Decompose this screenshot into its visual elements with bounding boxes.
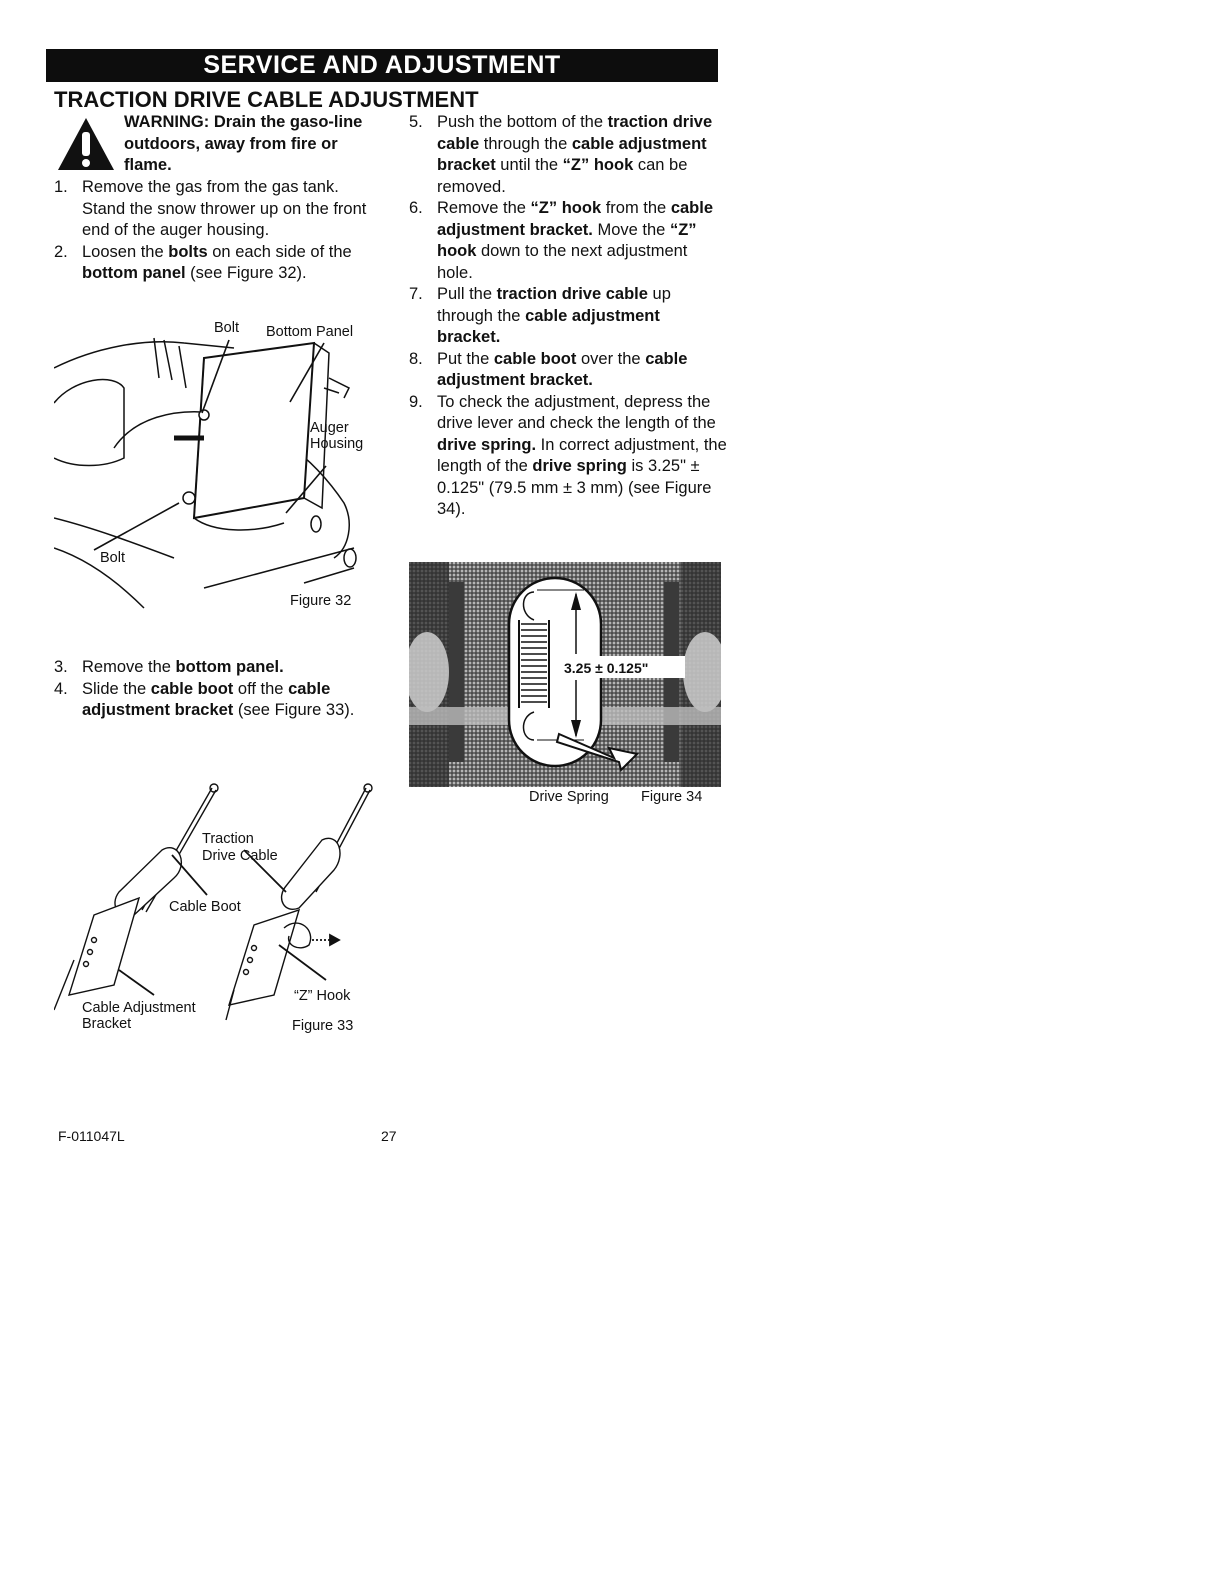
step-item [54,177,379,242]
step-number: 8. [409,349,423,368]
label-bracket: Bracket [82,1016,132,1032]
label-spring-length: 3.25 ± 0.125" [564,660,649,676]
label-housing: Housing [310,436,364,452]
step-emphasis: cable adjustment bracket [82,679,331,719]
step-text: on each side of the [207,242,352,261]
step-number: 1. [54,178,68,196]
step-item [54,679,379,722]
figure-32-drawing [54,318,374,618]
step-text: Slide the [82,679,151,698]
label-cable-boot: Cable Boot [169,899,241,915]
label-traction: Traction [202,831,254,847]
step-number: 7. [409,285,423,303]
figure-34 [409,562,721,806]
warning-block [56,112,386,177]
figure-32-caption: Figure 32 [290,593,352,609]
figure-32 [54,318,374,618]
step-emphasis: cable adjustment bracket [437,134,707,174]
step-item [54,242,379,285]
step-text: until the [495,156,563,174]
section-banner: SERVICE AND ADJUSTMENT [46,49,718,82]
figure-33 [54,780,374,1045]
step-text: Move the [592,220,670,239]
step-emphasis: cable boot [150,679,234,698]
step-item [409,392,727,521]
step-text: To check the adjustment, depress the drive lever and check the length of the [437,392,716,432]
step-item [409,284,727,349]
steps-left-b [54,657,379,722]
step-text: (see Figure 33). [233,701,355,719]
step-number: 5. [409,113,423,131]
step-text: (see Figure 32). [185,264,307,282]
step-text: up through the [437,285,671,325]
step-emphasis: drive spring [532,457,627,475]
figure-34-caption: Figure 34 [641,789,703,805]
step-text: Push the bottom of the [437,113,608,131]
step-text: Pull the [437,285,497,303]
warning-triangle-icon [56,116,116,172]
label-bottom-panel: Bottom Panel [266,324,354,340]
step-number: 9. [409,392,423,411]
step-item [54,657,379,679]
step-emphasis: cable boot [493,349,577,368]
label-bolt-bottom: Bolt [100,550,125,566]
step-item [409,349,727,392]
step-emphasis: traction drive cable [437,113,713,153]
step-emphasis: “Z” hook [437,220,697,260]
step-text: Loosen the [82,242,169,261]
step-emphasis: cable adjustment bracket. [437,199,714,239]
step-emphasis: bottom panel [82,264,186,282]
step-text: from the [601,199,671,217]
figure-33-caption: Figure 33 [292,1018,354,1034]
step-emphasis: cable adjustment bracket. [437,306,660,346]
step-number: 4. [54,679,68,698]
step-number: 3. [54,658,68,676]
step-text: down to the next adjustment hole. [437,242,688,282]
step-emphasis: “Z” hook [562,156,634,174]
figure-34-photo [409,562,721,806]
step-text: off the [233,679,289,698]
step-item [409,198,727,284]
step-text: is 3.25" ± 0.125" (79.5 mm ± 3 mm) (see Figure 34). [437,457,712,518]
step-emphasis: bolts [168,242,208,261]
label-bolt-top: Bolt [214,320,239,336]
step-text: In correct adjustment, the length of the [437,435,727,475]
label-drive-spring: Drive Spring [529,789,609,805]
step-text: Remove the [437,199,531,217]
step-emphasis: cable adjustment bracket. [437,349,688,389]
steps-right [409,112,727,521]
page-number: 27 [381,1128,397,1144]
step-emphasis: drive spring. [437,435,537,454]
warning-text: WARNING: Drain the gaso-line outdoors, away from fire or flame. [124,113,363,174]
step-text: can be removed. [437,156,688,196]
step-emphasis: bottom panel. [175,658,284,676]
step-emphasis: traction drive cable [496,285,648,303]
section-title: TRACTION DRIVE CABLE ADJUSTMENT [54,87,479,112]
step-text: Put the [437,349,494,368]
step-text: Remove the [82,658,176,676]
steps-left-a [54,177,379,285]
step-text: Remove the gas from the gas tank. Stand the snow thrower up on the front end of the auger housing. [82,178,367,239]
step-number: 2. [54,242,68,261]
step-text: over the [576,349,646,368]
label-z-hook: “Z” Hook [294,988,351,1004]
label-cable-adjustment: Cable Adjustment [82,1000,196,1016]
label-drive-cable: Drive Cable [202,848,278,864]
step-text: through the [479,134,572,153]
footer-code: F-011047L [58,1128,125,1144]
step-emphasis: “Z” hook [530,199,602,217]
label-auger: Auger [310,420,349,436]
step-number: 6. [409,199,423,217]
step-item [409,112,727,198]
